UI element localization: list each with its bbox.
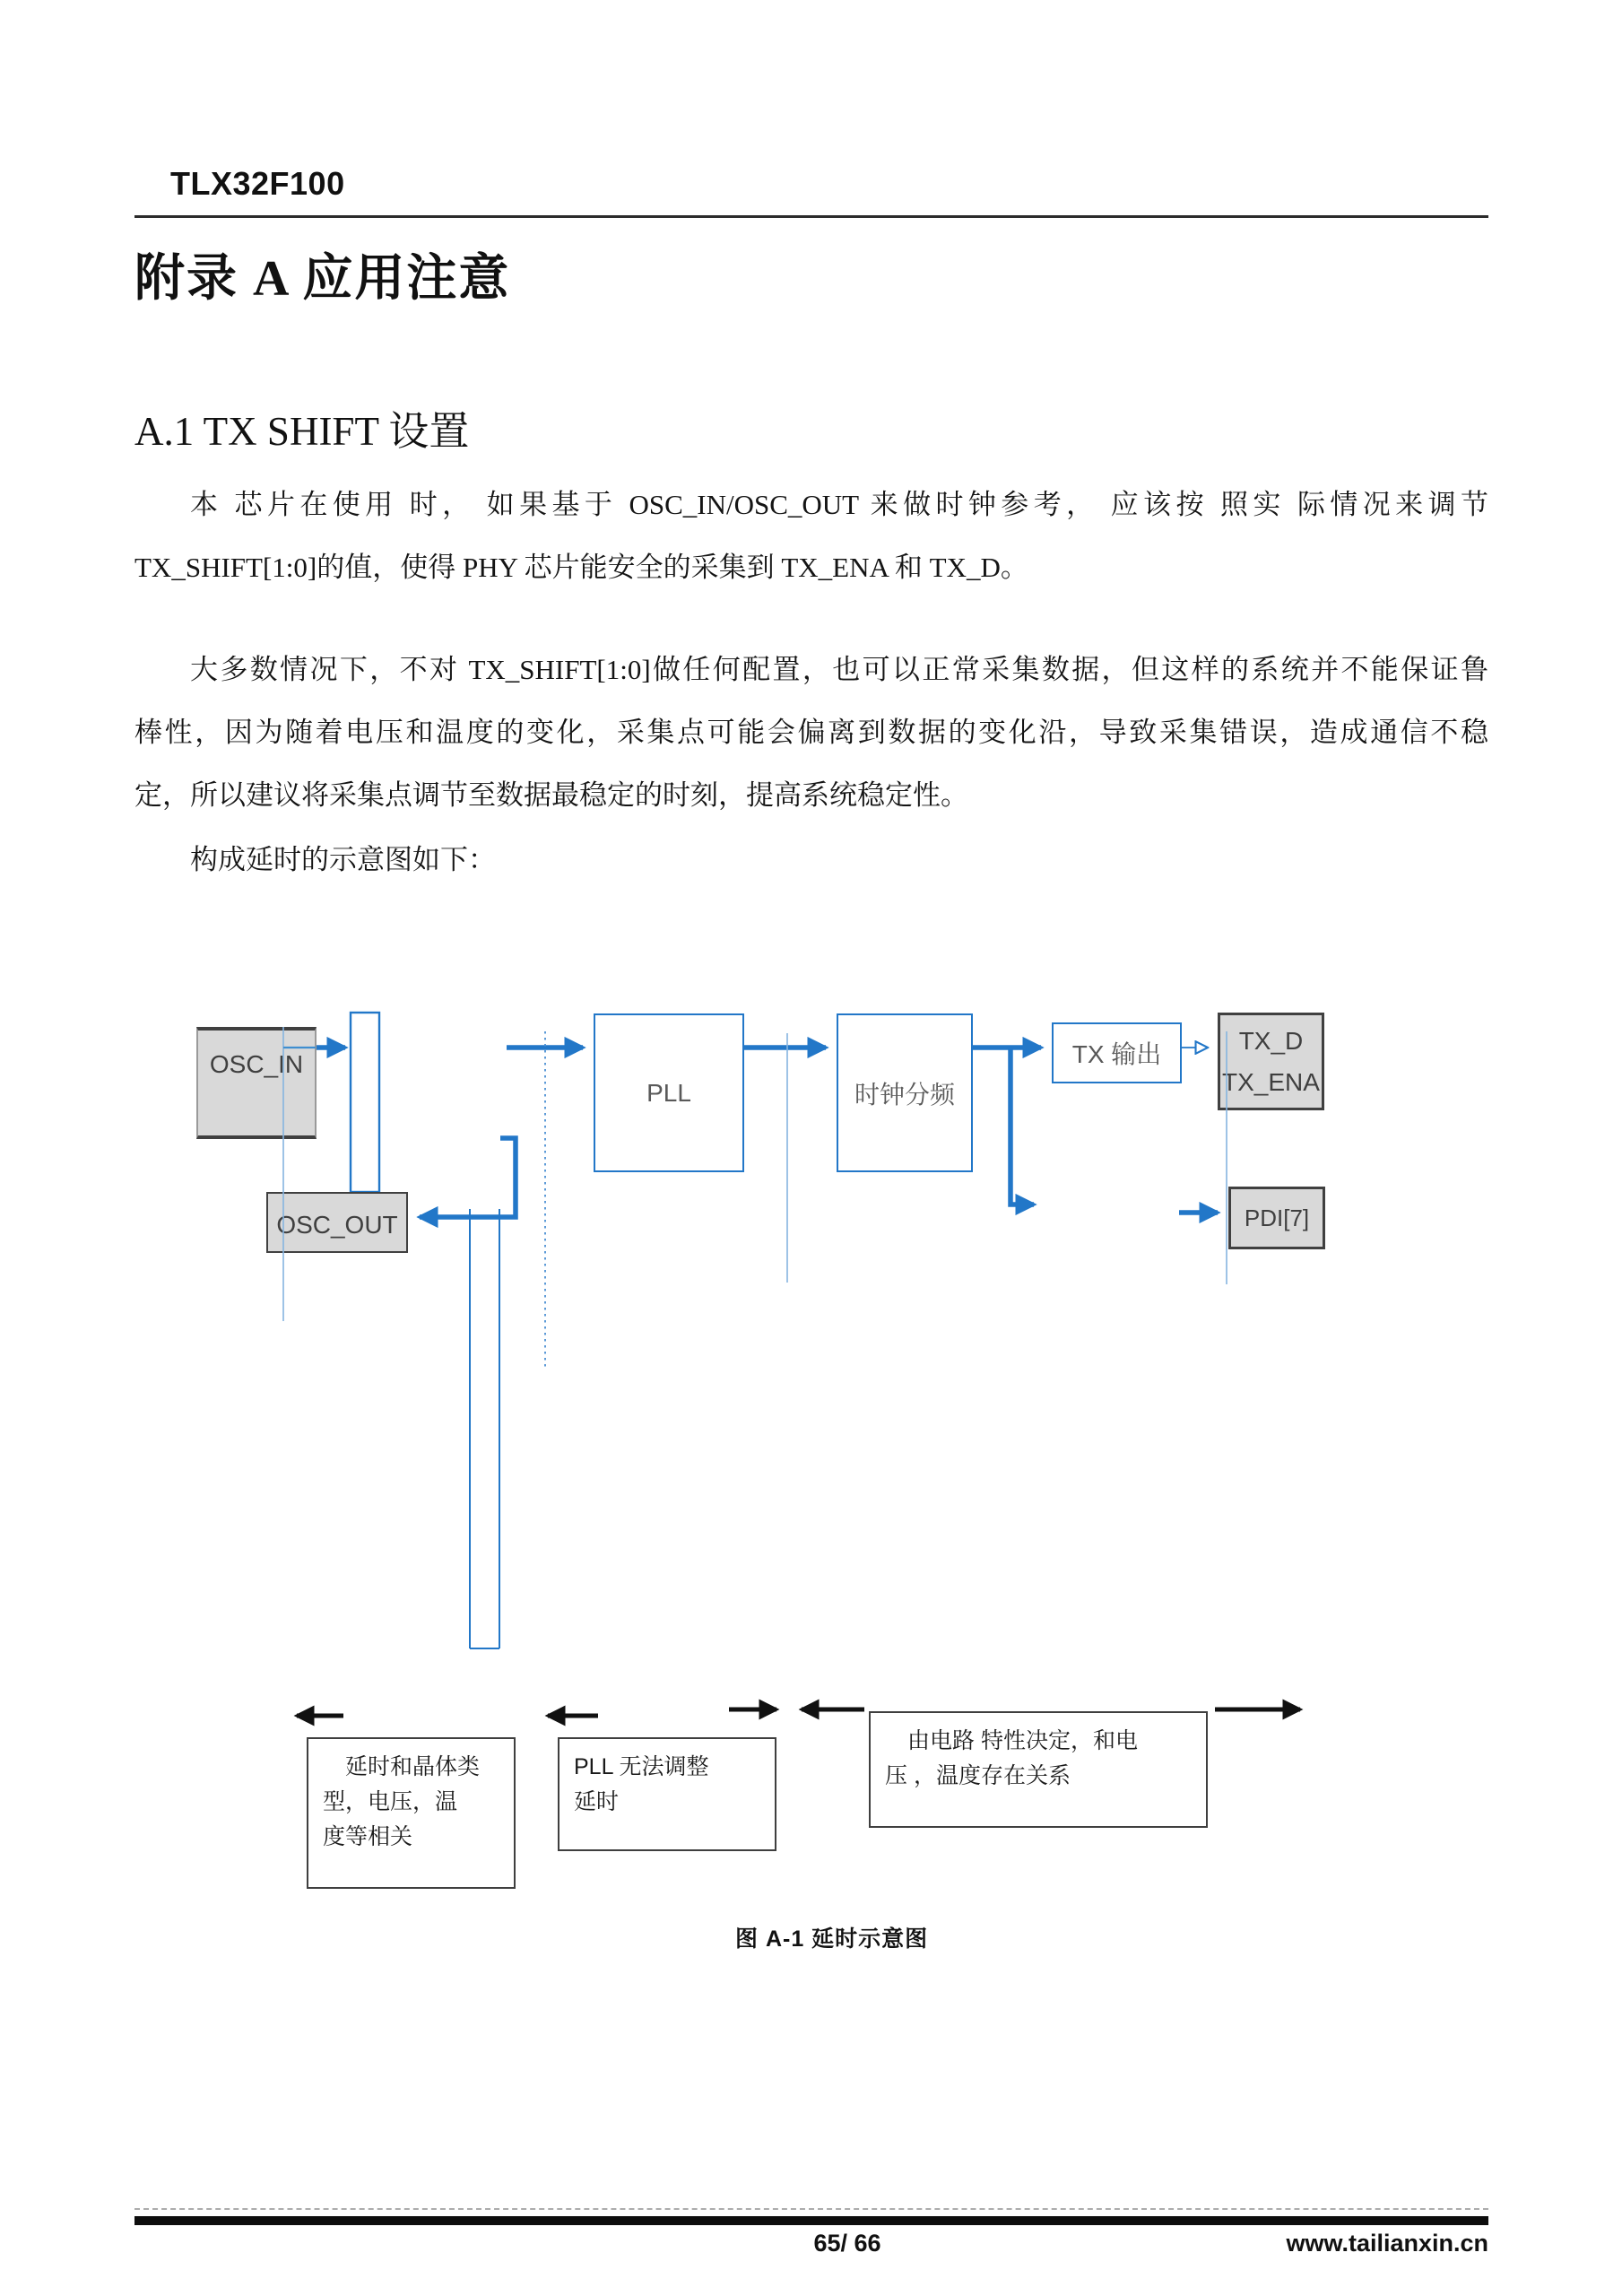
note-crystal-delay-line-3: 度等相关 [323, 1824, 413, 1849]
block-tx-ena-label: TX_ENA [1222, 1067, 1320, 1096]
note-pll-delay [558, 1737, 776, 1851]
header-divider [134, 215, 1488, 218]
footer-page-number: 65/ 66 [813, 2230, 881, 2257]
note-pll-delay-line-1: PLL 无法调整 [574, 1754, 709, 1779]
block-clock-divider-label: 时钟分频 [854, 1080, 955, 1109]
note-circuit-delay-line-1: 由电路 特性决定，和电 [907, 1728, 1138, 1753]
section-heading: A.1 TX SHIFT 设置 [134, 409, 470, 454]
paragraph-2 [134, 639, 1488, 827]
doc-title: TLX32F100 [170, 165, 345, 202]
block-pdi7-label: PDI[7] [1244, 1204, 1310, 1231]
block-pll [594, 1013, 744, 1172]
crystal-rect [351, 1013, 379, 1192]
footer-dashed-line [134, 2208, 1488, 2210]
block-osc-in-label: OSC_IN [209, 1050, 304, 1078]
block-clock-divider [837, 1013, 973, 1172]
block-tx-output-label: TX 输出 [1071, 1040, 1162, 1068]
note-circuit-delay-line-2: 压 ，温度存在关系 [885, 1763, 1071, 1788]
block-pll-label: PLL [646, 1078, 691, 1107]
block-pdi7 [1228, 1187, 1325, 1249]
paragraph-3-line-1: 构成延时的示意图如下： [190, 844, 496, 875]
paragraph-2-line-1: 大多数情况下，不对 TX_SHIFT[1:0]做任何配置，也可以正常采集数据，但这样的系统并不能保证鲁 [190, 654, 1488, 685]
delay-span-rect [470, 1209, 499, 1648]
arrow-divider-branch-down [1010, 1048, 1034, 1205]
appendix-heading: 附录 A 应用注意 [134, 251, 511, 307]
block-osc-out [266, 1192, 408, 1253]
note-crystal-delay [307, 1737, 516, 1889]
figure-caption: 图 A-1 延时示意图 [735, 1926, 929, 1952]
footer-website: www.tailianxin.cn [1286, 2230, 1488, 2257]
block-tx-d-tx-ena [1218, 1013, 1324, 1110]
paragraph-1 [134, 474, 1488, 599]
note-circuit-delay [869, 1711, 1208, 1828]
paragraph-1-line-1: 本 芯片在使用 时， 如果基于 OSC_IN/OSC_OUT 来做时钟参考， 应该按 照实 际情况来调节 [190, 489, 1488, 520]
block-osc-out-label: OSC_OUT [276, 1211, 398, 1239]
block-osc-in [196, 1027, 317, 1139]
note-crystal-delay-line-2: 型，电压，温 [323, 1789, 458, 1814]
arrow-feedback-to-oscout [420, 1138, 516, 1217]
note-pll-delay-line-2: 延时 [574, 1789, 620, 1814]
note-crystal-delay-line-1: 延时和晶体类 [345, 1754, 481, 1779]
block-tx-output [1052, 1022, 1182, 1083]
paragraph-1-line-2: TX_SHIFT[1:0]的值，使得 PHY 芯片能安全的采集到 TX_ENA 和 TX_D。 [134, 552, 1028, 583]
paragraph-2-line-3: 定，所以建议将采集点调节至数据最稳定的时刻，提高系统稳定性。 [134, 779, 968, 811]
block-tx-d-label: TX_D [1238, 1026, 1304, 1055]
footer-bar [134, 2216, 1488, 2225]
paragraph-2-line-2: 棒性，因为随着电压和温度的变化，采集点可能会偏离到数据的变化沿，导致采集错误，造成通信不稳 [134, 717, 1488, 748]
paragraph-3 [134, 829, 1488, 891]
